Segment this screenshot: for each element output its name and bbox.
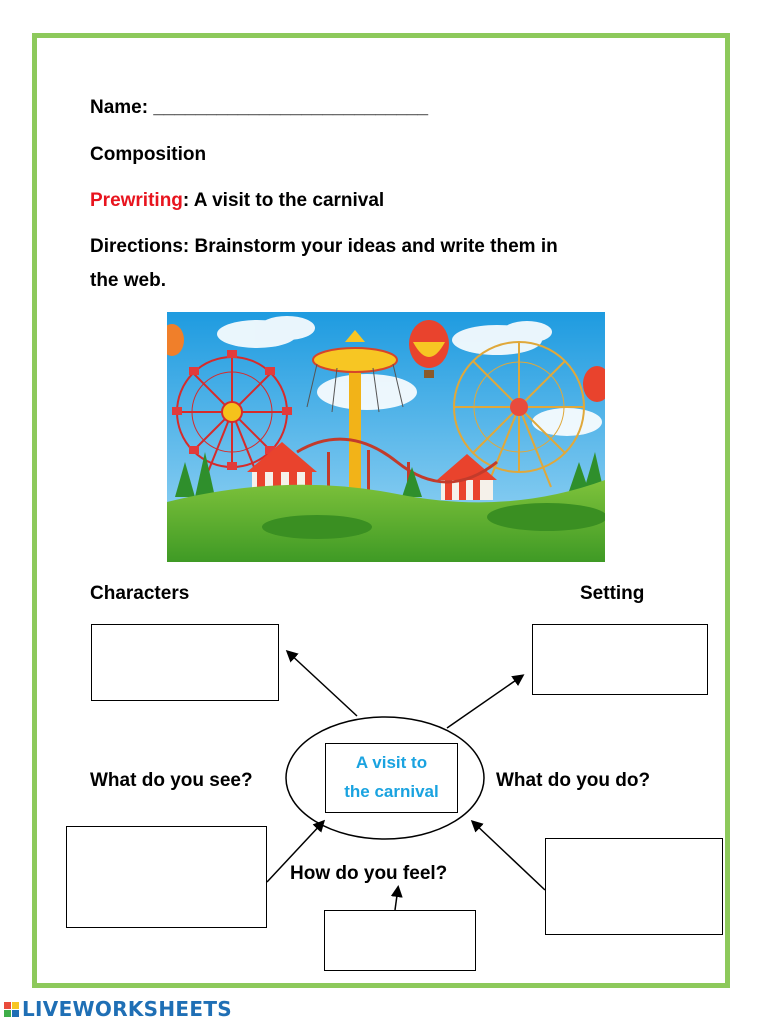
arrow-to-setting [447,676,522,728]
composition-heading: Composition [90,144,207,165]
center-topic-box [325,743,458,813]
arrow-from-do [473,822,545,890]
center-topic-line-2: the carnival [344,782,439,801]
directions-line-2: the web. [90,270,167,291]
arrow-from-feel [395,888,398,910]
do-label: What do you do? [496,770,651,791]
see-label: What do you see? [90,770,253,791]
liveworksheets-brand-text: LIVEWORKSHEETS [22,997,233,1021]
prewriting-label: Prewriting [90,190,183,211]
setting-label: Setting [580,583,645,604]
name-label: Name: [90,97,149,118]
center-topic-line-1: A visit to [355,753,428,772]
prewriting-topic: : A visit to the carnival [182,190,385,211]
feel-label: How do you feel? [290,863,448,884]
arrow-to-characters [288,652,357,716]
liveworksheets-logo-icon [4,1002,19,1017]
name-blank: __________________________ [153,97,429,118]
arrow-from-see [267,822,323,882]
directions-line-1: Directions: Brainstorm your ideas and write them in [90,236,558,257]
liveworksheets-logo[interactable] [4,996,232,1022]
characters-label: Characters [90,583,190,604]
